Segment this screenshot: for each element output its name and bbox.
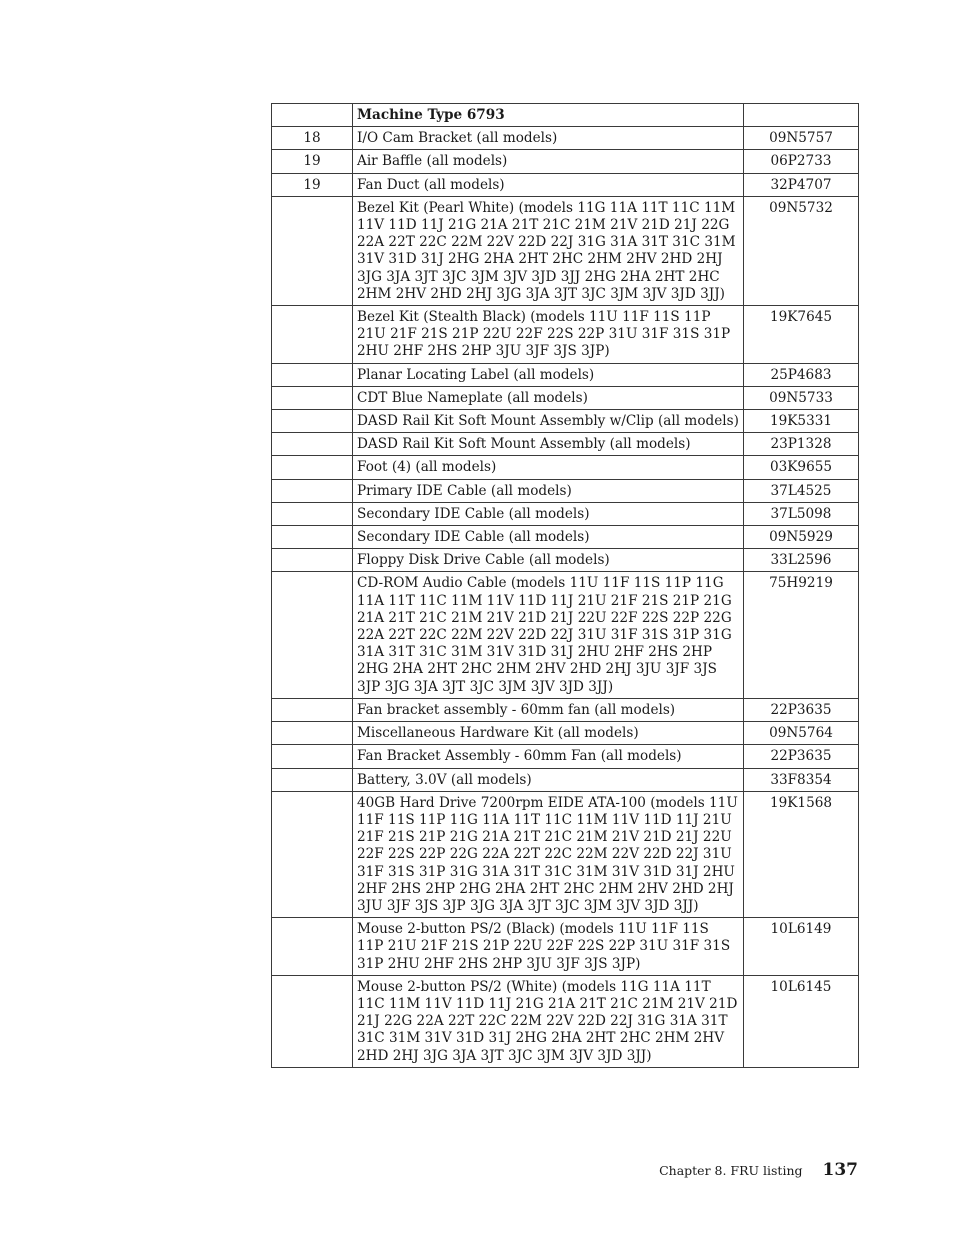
index-cell [272,456,353,479]
description-cell: Battery, 3.0V (all models) [353,768,744,791]
index-cell [272,572,353,698]
table-row [272,791,859,917]
index-cell: 19 [272,173,353,196]
part-number-cell: 10L6149 [744,918,859,976]
index-cell [272,791,353,917]
index-cell [272,526,353,549]
table-row [272,306,859,364]
table-row [272,410,859,433]
description-cell: Foot (4) (all models) [353,456,744,479]
table-row [272,975,859,1067]
part-number-cell: 03K9655 [744,456,859,479]
part-number-cell: 22P3635 [744,745,859,768]
part-number-cell: 19K1568 [744,791,859,917]
index-cell [272,410,353,433]
part-number-cell: 09N5764 [744,722,859,745]
part-number-cell: 10L6145 [744,975,859,1067]
part-number-cell: 23P1328 [744,433,859,456]
part-number-cell: 37L4525 [744,479,859,502]
index-cell [272,745,353,768]
part-number-cell: 37L5098 [744,502,859,525]
table-row [272,150,859,173]
description-cell: Fan Bracket Assembly - 60mm Fan (all models) [353,745,744,768]
index-cell [272,918,353,976]
description-cell: Secondary IDE Cable (all models) [353,502,744,525]
description-cell: Bezel Kit (Stealth Black) (models 11U 11F 11S 11P 21U 21F 21S 21P 22U 22F 22S 22P 31U 31F 31S 31P 2HU 2HF 2HS 2HP 3JU 3JF 3JS 3JP) [353,306,744,364]
index-cell [272,698,353,721]
description-cell: I/O Cam Bracket (all models) [353,127,744,150]
index-cell [272,502,353,525]
description-cell: Planar Locating Label (all models) [353,363,744,386]
part-number-cell: 32P4707 [744,173,859,196]
table-row [272,502,859,525]
description-cell: DASD Rail Kit Soft Mount Assembly (all models) [353,433,744,456]
part-number-cell: 19K5331 [744,410,859,433]
index-cell [272,433,353,456]
table-header-row [272,104,859,127]
table-row [272,549,859,572]
index-cell [272,549,353,572]
index-cell [272,363,353,386]
index-cell [272,386,353,409]
part-number-cell: 09N5733 [744,386,859,409]
table-row [272,768,859,791]
table-row [272,173,859,196]
description-cell: CDT Blue Nameplate (all models) [353,386,744,409]
table-row [272,745,859,768]
description-cell: Mouse 2-button PS/2 (White) (models 11G 11A 11T 11C 11M 11V 11D 11J 21G 21A 21T 21C 21M 21V 21D 21J 22G 22A 22T 22C 22M 22V 22D 22J 31G 31A 31T 31C 31M 31V 31D 31J 2HG 2HA 2HT 2HC 2HM 2HV 2HD 2HJ 3JG 3JA 3JT 3JC 3JM 3JV 3JD 3JJ) [353,975,744,1067]
fru-table-body [272,104,859,1068]
table-row [272,386,859,409]
table-row [272,918,859,976]
table-row [272,526,859,549]
table-row [272,127,859,150]
table-row [272,698,859,721]
table-row [272,572,859,698]
description-cell: Miscellaneous Hardware Kit (all models) [353,722,744,745]
table-row [272,363,859,386]
part-number-cell: 06P2733 [744,150,859,173]
part-number-cell: 09N5929 [744,526,859,549]
index-cell [272,306,353,364]
index-cell [272,196,353,305]
part-number-cell: 75H9219 [744,572,859,698]
page-number: 137 [822,1160,858,1180]
description-cell: 40GB Hard Drive 7200rpm EIDE ATA-100 (models 11U 11F 11S 11P 11G 11A 11T 11C 11M 11V 11D 11J 21U 21F 21S 21P 21G 21A 21T 21C 21M 21V 21D 21J 22U 22F 22S 22P 22G 22A 22T 22C 22M 22V 22D 22J 31U 31F 31S 31P 31G 31A 31T 31C 31M 31V 31D 31J 2HU 2HF 2HS 2HP 2HG 2HA 2HT 2HC 2HM 2HV 2HD 2HJ 3JU 3JF 3JS 3JP 3JG 3JA 3JT 3JC 3JM 3JV 3JD 3JJ) [353,791,744,917]
table-row [272,433,859,456]
description-cell: DASD Rail Kit Soft Mount Assembly w/Clip (all models) [353,410,744,433]
table-row [272,479,859,502]
page-footer [659,1160,858,1180]
part-number-cell: 25P4683 [744,363,859,386]
description-cell: Bezel Kit (Pearl White) (models 11G 11A 11T 11C 11M 11V 11D 11J 21G 21A 21T 21C 21M 21V 21D 21J 22G 22A 22T 22C 22M 22V 22D 22J 31G 31A 31T 31C 31M 31V 31D 31J 2HG 2HA 2HT 2HC 2HM 2HV 2HD 2HJ 3JG 3JA 3JT 3JC 3JM 3JV 3JD 3JJ 2HG 2HA 2HT 2HC 2HM 2HV 2HD 2HJ 3JG 3JA 3JT 3JC 3JM 3JV 3JD 3JJ) [353,196,744,305]
header-machine-type: Machine Type 6793 [353,104,744,127]
header-index-cell [272,104,353,127]
description-cell: Fan Duct (all models) [353,173,744,196]
description-cell: Secondary IDE Cable (all models) [353,526,744,549]
fru-table [271,103,859,1068]
index-cell: 19 [272,150,353,173]
index-cell [272,975,353,1067]
index-cell [272,768,353,791]
index-cell [272,479,353,502]
part-number-cell: 09N5732 [744,196,859,305]
part-number-cell: 19K7645 [744,306,859,364]
part-number-cell: 33L2596 [744,549,859,572]
description-cell: Primary IDE Cable (all models) [353,479,744,502]
index-cell: 18 [272,127,353,150]
description-cell: Mouse 2-button PS/2 (Black) (models 11U 11F 11S 11P 21U 21F 21S 21P 22U 22F 22S 22P 31U 31F 31S 31P 2HU 2HF 2HS 2HP 3JU 3JF 3JS 3JP) [353,918,744,976]
table-row [272,456,859,479]
description-cell: CD-ROM Audio Cable (models 11U 11F 11S 11P 11G 11A 11T 11C 11M 11V 11D 11J 21U 21F 21S 21P 21G 21A 21T 21C 21M 21V 21D 21J 22U 22F 22S 22P 22G 22A 22T 22C 22M 22V 22D 22J 31U 31F 31S 31P 31G 31A 31T 31C 31M 31V 31D 31J 2HU 2HF 2HS 2HP 2HG 2HA 2HT 2HC 2HM 2HV 2HD 2HJ 3JU 3JF 3JS 3JP 3JG 3JA 3JT 3JC 3JM 3JV 3JD 3JJ) [353,572,744,698]
description-cell: Floppy Disk Drive Cable (all models) [353,549,744,572]
header-part-cell [744,104,859,127]
description-cell: Air Baffle (all models) [353,150,744,173]
table-row [272,722,859,745]
part-number-cell: 09N5757 [744,127,859,150]
table-row [272,196,859,305]
description-cell: Fan bracket assembly - 60mm fan (all models) [353,698,744,721]
part-number-cell: 22P3635 [744,698,859,721]
part-number-cell: 33F8354 [744,768,859,791]
footer-chapter-title: Chapter 8. FRU listing [659,1163,803,1178]
index-cell [272,722,353,745]
